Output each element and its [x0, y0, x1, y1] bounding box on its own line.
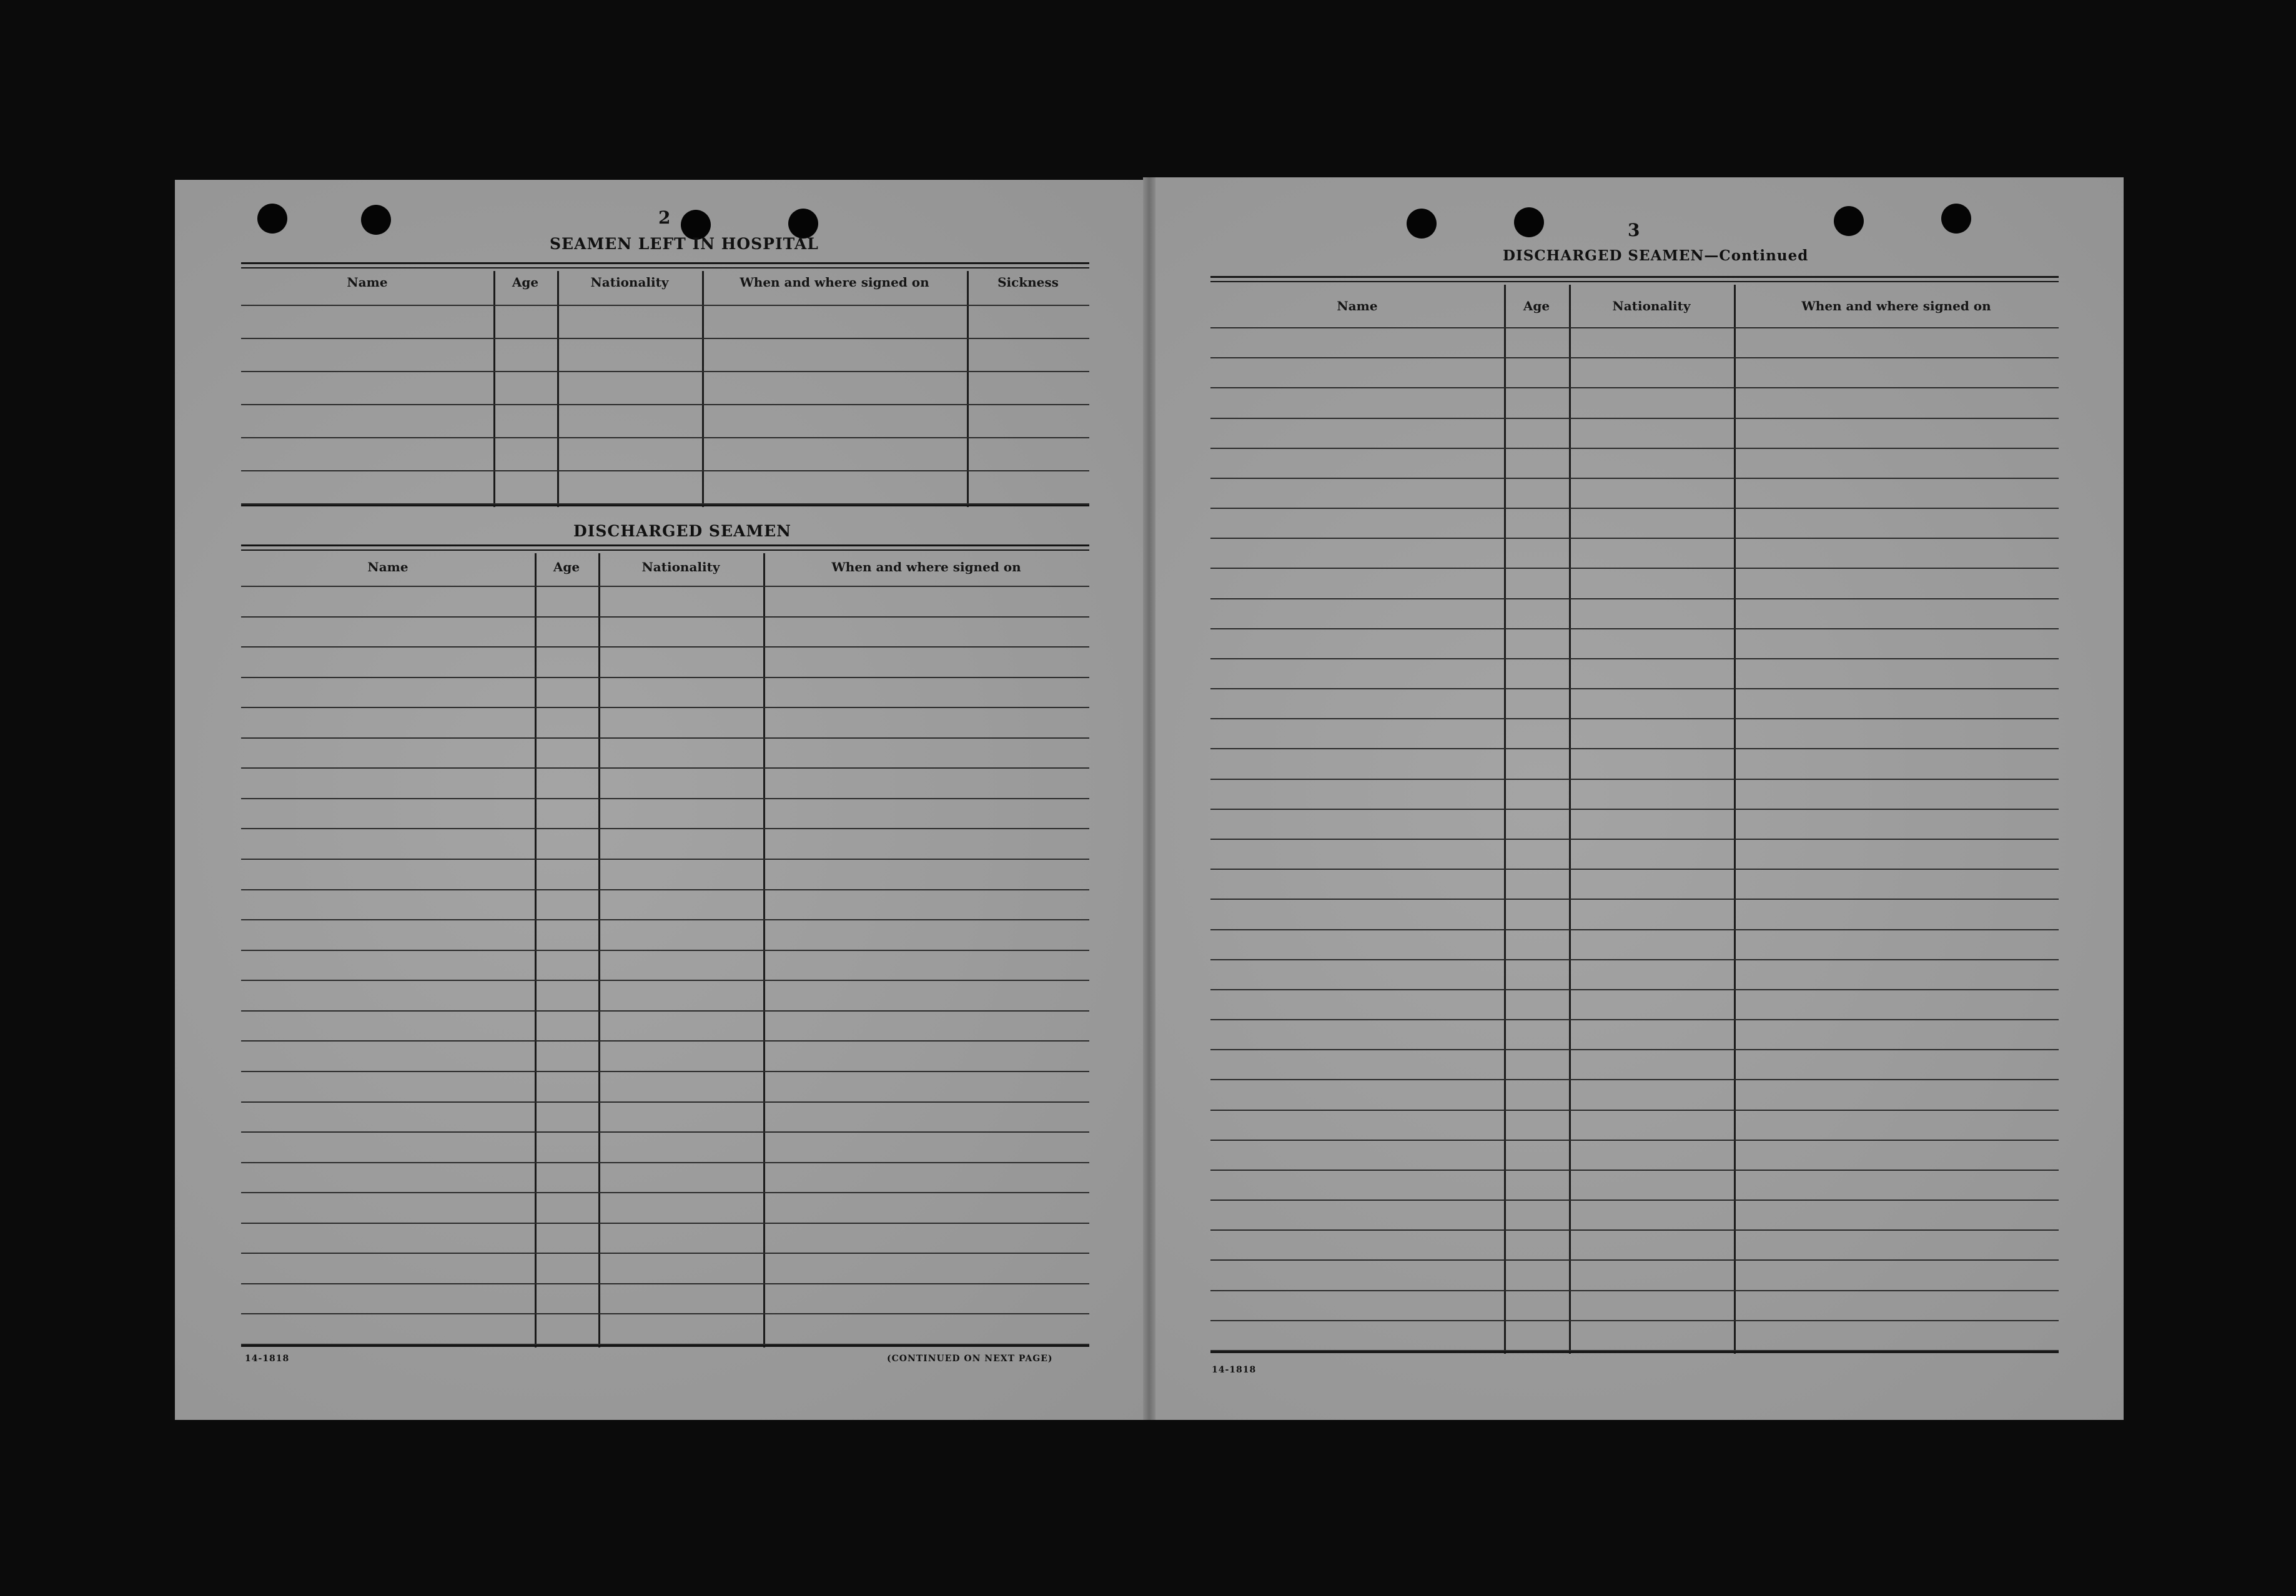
table-row — [1210, 989, 2059, 990]
table-row — [241, 737, 1089, 739]
column-header: Nationality — [590, 275, 669, 290]
table-row — [241, 470, 1089, 471]
column-header: Name — [1337, 298, 1378, 313]
hospital-table — [241, 262, 1089, 507]
table-row — [1210, 1049, 2059, 1050]
table-row — [1210, 1320, 2059, 1321]
continued-note: (CONTINUED ON NEXT PAGE) — [887, 1354, 1053, 1364]
column-header: Name — [347, 275, 388, 290]
punch-hole — [1941, 204, 1971, 234]
table-row — [241, 707, 1089, 708]
discharged-continued-title: DISCHARGED SEAMEN—Continued — [1503, 247, 1809, 264]
table-row — [1210, 929, 2059, 930]
table-row — [1210, 869, 2059, 870]
table-bottom-rule — [241, 1345, 1089, 1347]
table-row — [1210, 628, 2059, 629]
table-row — [241, 646, 1089, 648]
table-row — [241, 1253, 1089, 1254]
discharged-continued-table — [1210, 276, 2059, 1354]
table-row — [1210, 1199, 2059, 1201]
table-row — [1210, 418, 2059, 419]
table-row — [241, 677, 1089, 678]
table-row — [1210, 508, 2059, 509]
table-top-rule — [241, 267, 1089, 268]
table-row — [241, 1283, 1089, 1284]
table-row — [241, 338, 1089, 339]
punch-hole — [257, 204, 287, 234]
table-row — [241, 859, 1089, 860]
table-row — [241, 371, 1089, 372]
table-top-rule — [241, 544, 1089, 546]
table-row — [241, 1223, 1089, 1224]
form-code-left: 14-1818 — [245, 1354, 290, 1364]
table-row — [1210, 899, 2059, 900]
column-header: Age — [1523, 298, 1550, 313]
punch-hole — [1834, 206, 1864, 236]
table-row — [241, 1010, 1089, 1012]
table-top-rule — [241, 549, 1089, 551]
table-row — [1210, 1290, 2059, 1291]
table-row — [241, 305, 1089, 306]
table-row — [1210, 387, 2059, 388]
column-header: Age — [553, 559, 580, 574]
column-divider — [967, 271, 969, 507]
table-row — [241, 889, 1089, 890]
table-row — [1210, 1019, 2059, 1020]
table-row — [1210, 1170, 2059, 1171]
page-number-left: 2 — [658, 207, 671, 228]
table-top-rule — [1210, 281, 2059, 282]
table-row — [1210, 448, 2059, 449]
table-row — [1210, 748, 2059, 749]
column-header: When and where signed on — [831, 559, 1021, 574]
column-header: When and where signed on — [1801, 298, 1991, 313]
punch-hole — [361, 205, 391, 235]
column-header: Sickness — [997, 275, 1059, 290]
table-row — [1210, 688, 2059, 689]
table-row — [1210, 1140, 2059, 1141]
table-row — [1210, 959, 2059, 960]
table-row — [241, 919, 1089, 920]
table-row — [241, 437, 1089, 438]
hospital-section-title: SEAMEN LEFT IN HOSPITAL — [550, 235, 819, 253]
table-row — [241, 404, 1089, 405]
page-number-right: 3 — [1628, 220, 1640, 240]
column-header: Nationality — [641, 559, 720, 574]
table-row — [1210, 478, 2059, 479]
table-row — [1210, 598, 2059, 599]
table-row — [241, 586, 1089, 587]
table-row — [1210, 568, 2059, 569]
table-row — [241, 828, 1089, 829]
column-divider — [557, 271, 559, 507]
table-row — [1210, 1229, 2059, 1231]
table-row — [1210, 779, 2059, 780]
table-row — [1210, 1079, 2059, 1080]
table-row — [1210, 357, 2059, 358]
punch-hole — [1514, 207, 1544, 237]
table-row — [241, 1313, 1089, 1314]
table-row — [241, 1192, 1089, 1193]
table-row — [1210, 1110, 2059, 1111]
table-row — [1210, 839, 2059, 840]
page-fold — [1143, 177, 1155, 1420]
table-top-rule — [1210, 276, 2059, 278]
column-divider — [1569, 285, 1571, 1354]
table-row — [1210, 538, 2059, 539]
discharged-section-title: DISCHARGED SEAMEN — [573, 522, 791, 540]
column-divider — [1734, 285, 1736, 1354]
table-row — [1210, 1259, 2059, 1261]
table-row — [241, 980, 1089, 981]
table-row — [241, 950, 1089, 951]
column-header: Name — [367, 559, 408, 574]
table-row — [1210, 718, 2059, 719]
column-divider — [1504, 285, 1506, 1354]
column-header: Nationality — [1612, 298, 1691, 313]
table-bottom-rule — [241, 505, 1089, 506]
table-row — [1210, 658, 2059, 659]
table-top-rule — [241, 262, 1089, 264]
column-divider — [493, 271, 495, 507]
punch-hole — [1407, 209, 1437, 239]
table-row — [241, 1162, 1089, 1163]
table-row — [241, 1101, 1089, 1103]
table-row — [241, 616, 1089, 618]
table-row — [241, 767, 1089, 769]
form-code-right: 14-1818 — [1212, 1365, 1257, 1375]
table-row — [241, 798, 1089, 799]
table-row — [1210, 327, 2059, 328]
table-row — [241, 1131, 1089, 1133]
column-divider — [702, 271, 704, 507]
column-header: Age — [512, 275, 539, 290]
table-row — [241, 1071, 1089, 1072]
punch-hole — [788, 209, 818, 239]
column-header: When and where signed on — [740, 275, 929, 290]
table-row — [241, 1040, 1089, 1042]
table-bottom-rule — [1210, 1351, 2059, 1353]
table-row — [1210, 809, 2059, 810]
discharged-table — [241, 544, 1089, 1347]
